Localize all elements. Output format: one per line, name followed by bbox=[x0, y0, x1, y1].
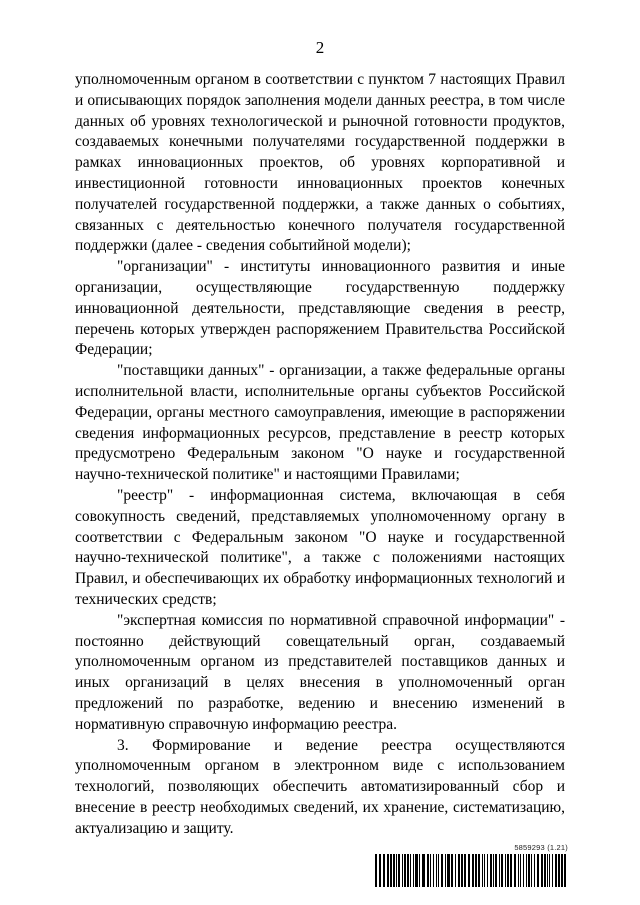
document-id: 5859293 (1.21) bbox=[514, 843, 568, 852]
document-barcode-block bbox=[375, 843, 568, 889]
paragraph-definition-data-suppliers: "поставщики данных" - организации, а также федеральные органы исполнительной власти, исполнительные органы субъектов Российской Федерации, органы местного самоуправления, имеющие в распоряжении сведения информационных ресурсов, представление в реестр которых предусмотрено Федеральным законом "О науке и государственной научно-технической политике" и настоящими Правилами; bbox=[75, 362, 565, 484]
paragraph-definition-registry: "реестр" - информационная система, включающая в себя совокупность сведений, представляемых уполномоченному органу в соответствии с Федеральным законом "О науке и государственной научно-технической политике", а также с положениями настоящих Правил, и обеспечивающих их обработку информационных технологий и технических средств; bbox=[75, 486, 565, 608]
page-number: 2 bbox=[315, 38, 325, 57]
paragraph-clause-3: 3. Формирование и ведение реестра осуществляются уполномоченным органом в электронном виде с использованием технологий, позволяющих обеспечить автоматизированный сбор и внесение в реестр необходимых сведений, их хранение, систематизацию, актуализацию и защиту. bbox=[75, 736, 565, 837]
paragraph-definition-expert-commission: "экспертная комиссия по нормативной справочной информации" - постоянно действующий совещательный орган, создаваемый уполномоченным органом из представителей поставщиков данных и иных организаций в целях внесения в уполномоченный орган предложений по разработке, ведению и внесению изменений в нормативную справочную информацию реестра. bbox=[75, 611, 565, 733]
document-body bbox=[75, 70, 565, 839]
paragraph-definition-organizations: "организации" - институты инновационного развития и иные организации, осуществляющие государственную поддержку инновационной деятельности, представляющие сведения в реестр, перечень которых утвержден распоряжением Правительства Российской Федерации; bbox=[75, 258, 565, 359]
paragraph-continuation: уполномоченным органом в соответствии с пунктом 7 настоящих Правил и описывающих порядок заполнения модели данных реестра, в том числе данных об уровнях технологической и рыночной готовности продуктов, создаваемых конечными получателями государственной поддержки в рамках инновационных проектов, об уровнях корпоративной и инвестиционной готовности инновационных проектов конечных получателей государственной поддержки, а также данных о событиях, связанных с деятельностью конечного получателя государственной поддержки (далее - сведения событийной модели); bbox=[75, 71, 565, 255]
barcode-icon bbox=[375, 854, 568, 887]
